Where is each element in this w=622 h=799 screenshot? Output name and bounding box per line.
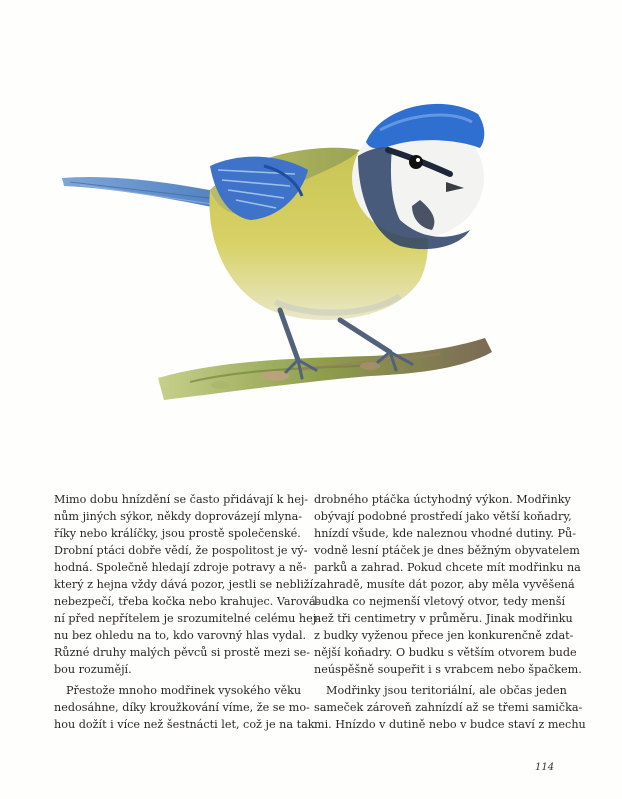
text-line: ní před nepřítelem je srozumitelné celému hej- <box>54 612 320 626</box>
text-line: Různé druhy malých pěvců si prostě mezi se- <box>54 646 310 660</box>
text-line: z budky vyženou přece jen konkurenčně zdat- <box>314 629 574 643</box>
branch <box>158 338 492 400</box>
text-line: nům jiných sýkor, někdy doprovázejí mlyna- <box>54 510 303 524</box>
paragraph <box>314 682 586 733</box>
text-column-right <box>314 491 586 733</box>
text-line: Modřinky jsou teritoriální, ale občas jeden <box>326 683 567 697</box>
text-line: nu bez ohledu na to, kdo varovný hlas vydal. <box>54 629 307 643</box>
text-line: parků a zahrad. Pokud chcete mít modřinku na <box>314 561 581 575</box>
text-line: který z hejna vždy dává pozor, jestli se nebliží <box>54 578 314 592</box>
text-line: sameček zároveň zahnízdí až se třemi samička- <box>314 700 583 714</box>
text-line: hodná. Společně hledají zdroje potravy a ně- <box>54 561 307 575</box>
text-line: obývají podobné prostředí jako větší koňadry, <box>314 510 572 524</box>
text-line: nější koňadry. O budku s větším otvorem bude <box>314 646 577 660</box>
paragraph <box>54 682 315 733</box>
text-line: Drobní ptáci dobře vědí, že pospolitost je vý- <box>54 544 308 558</box>
text-line: neúspěšně soupeřit i s vrabcem nebo špačkem. <box>314 663 582 677</box>
text-line: vodně lesní ptáček je dnes běžným obyvatelem <box>314 544 580 558</box>
text-line: říky nebo králíčky, jsou prostě společenské. <box>54 527 301 541</box>
text-line: nebezpečí, třeba kočka nebo krahujec. Varová- <box>54 595 320 609</box>
text-line: hou dožít i více než šestnácti let, což je na tak <box>54 717 315 731</box>
text-line: než tři centimetry v průměru. Jinak modřinku <box>314 612 573 626</box>
tail <box>62 177 230 210</box>
text-line: Mimo dobu hnízdění se často přidávají k hej- <box>54 493 309 506</box>
blue-tit-illustration <box>40 70 560 450</box>
text-column-left <box>54 491 320 733</box>
text-line: nedosáhne, díky kroužkování víme, že se mo- <box>54 700 310 714</box>
text-line: hnízdí všude, kde naleznou vhodné dutiny. Pů- <box>314 527 577 541</box>
paragraph <box>54 491 320 679</box>
paragraph <box>314 491 582 679</box>
text-line: zahradě, musíte dát pozor, aby měla vyvěšená <box>314 578 575 592</box>
text-line: drobného ptáčka úctyhodný výkon. Modřinky <box>314 493 571 506</box>
text-line: bou rozumějí. <box>54 663 132 677</box>
text-line: budka co nejmenší vletový otvor, tedy menší <box>314 595 566 609</box>
page-number: 114 <box>535 762 555 773</box>
text-line: Přestože mnoho modřinek vysokého věku <box>66 683 302 697</box>
text-line: mi. Hnízdo v dutině nebo v budce staví z mechu <box>314 717 586 731</box>
